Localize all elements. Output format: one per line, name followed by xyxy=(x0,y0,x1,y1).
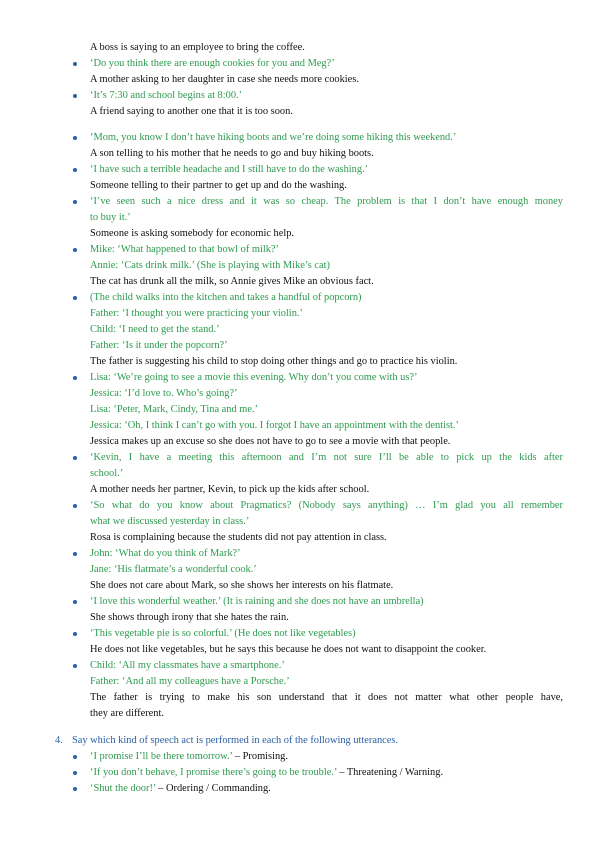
example-utterance-line: ‘I have such a terrible headache and I still have to do the washing.’ xyxy=(90,164,369,175)
answer-quote: ‘If you don’t behave, I promise there’s going to be trouble.’ xyxy=(90,767,337,778)
explanation-line: The father is suggesting his child to stop doing other things and go to practice his violin. xyxy=(90,356,458,367)
bullet-icon xyxy=(73,248,77,252)
example-utterance-line: ‘Kevin, I have a meeting this afternoon and I’m not sure I’ll be able to pick up the kids after xyxy=(90,452,563,463)
bullet-icon xyxy=(73,200,77,204)
example-utterance-line: Mike: ‘What happened to that bowl of milk?’ xyxy=(90,244,279,255)
explanation-line: The father is trying to make his son understand that it does not matter what other people have, xyxy=(90,692,563,703)
example-utterance-line: (The child walks into the kitchen and takes a handful of popcorn) xyxy=(90,292,362,303)
example-utterance-line: Father: ‘I thought you were practicing your violin.’ xyxy=(90,308,303,319)
explanation-line: A boss is saying to an employee to bring the coffee. xyxy=(90,42,305,53)
bullet-icon xyxy=(73,94,77,98)
example-utterance-line: ‘So what do you know about Pragmatics? (Nobody says anything) … I’m glad you all remember xyxy=(90,500,563,511)
answer-label: – Promising. xyxy=(232,751,288,762)
explanation-line: A son telling to his mother that he needs to go and buy hiking boots. xyxy=(90,148,374,159)
explanation-line: Someone is asking somebody for economic help. xyxy=(90,228,295,239)
example-utterance-line: what we discussed yesterday in class.’ xyxy=(90,516,250,527)
answer-item xyxy=(90,749,288,765)
explanation-line: The cat has drunk all the milk, so Annie gives Mike an obvious fact. xyxy=(90,276,374,287)
explanation-line: A mother needs her partner, Kevin, to pick up the kids after school. xyxy=(90,484,370,495)
bullet-icon xyxy=(73,168,77,172)
example-utterance-line: John: ‘What do you think of Mark?’ xyxy=(90,548,241,559)
bullet-icon xyxy=(73,552,77,556)
example-utterance-line: Lisa: ‘Peter, Mark, Cindy, Tina and me.’ xyxy=(90,404,259,415)
explanation-line: they are different. xyxy=(90,708,164,719)
example-utterance-line: to buy it.’ xyxy=(90,212,131,223)
answer-item xyxy=(90,765,443,781)
answer-label: – Ordering / Commanding. xyxy=(155,783,271,794)
example-utterance-line: ‘This vegetable pie is so colorful.’ (He does not like vegetables) xyxy=(90,628,356,639)
example-utterance-line: ‘Do you think there are enough cookies for you and Meg?’ xyxy=(90,58,335,69)
explanation-line: Rosa is complaining because the students did not pay attention in class. xyxy=(90,532,387,543)
explanation-line: She does not care about Mark, so she shows her interests on his flatmate. xyxy=(90,580,394,591)
bullet-icon xyxy=(73,787,77,791)
example-utterance-line: ‘Mom, you know I don’t have hiking boots and we’re doing some hiking this weekend.’ xyxy=(90,132,457,143)
bullet-icon xyxy=(73,136,77,140)
question-text: Say which kind of speech act is performed in each of the following utterances. xyxy=(72,735,399,746)
bullet-icon xyxy=(73,456,77,460)
answer-quote: ‘I promise I’ll be there tomorrow.’ xyxy=(90,751,233,762)
answer-item xyxy=(90,781,271,797)
question-number: 4. xyxy=(55,735,63,746)
example-utterance-line: Jessica: ‘I’d love to. Who’s going?’ xyxy=(90,388,238,399)
explanation-line: A friend saying to another one that it is too soon. xyxy=(90,106,293,117)
bullet-icon xyxy=(73,664,77,668)
answer-quote: ‘Shut the door!’ xyxy=(90,783,156,794)
bullet-icon xyxy=(73,755,77,759)
example-utterance-line: ‘It’s 7:30 and school begins at 8:00.’ xyxy=(90,90,243,101)
bullet-icon xyxy=(73,504,77,508)
example-utterance-line: Jessica: ‘Oh, I think I can’t go with you. I forgot I have an appointment with the dentist.’ xyxy=(90,420,459,431)
bullet-icon xyxy=(73,376,77,380)
explanation-line: He does not like vegetables, but he says this because he does not want to disappoint the cooker. xyxy=(90,644,487,655)
example-utterance-line: Father: ‘And all my colleagues have a Porsche.’ xyxy=(90,676,290,687)
answer-label: – Threatening / Warning. xyxy=(336,767,444,778)
explanation-line: A mother asking to her daughter in case she needs more cookies. xyxy=(90,74,359,85)
example-utterance-line: ‘I’ve seen such a nice dress and it was so cheap. The problem is that I don’t have enough money xyxy=(90,196,563,207)
example-utterance-line: ‘I love this wonderful weather.’ (It is raining and she does not have an umbrella) xyxy=(90,596,424,607)
example-utterance-line: school.’ xyxy=(90,468,124,479)
example-utterance-line: Child: ‘All my classmates have a smartphone.’ xyxy=(90,660,285,671)
example-utterance-line: Lisa: ‘We’re going to see a movie this evening. Why don’t you come with us?’ xyxy=(90,372,418,383)
bullet-icon xyxy=(73,632,77,636)
example-utterance-line: Child: ‘I need to get the stand.’ xyxy=(90,324,220,335)
explanation-line: Someone telling to their partner to get up and do the washing. xyxy=(90,180,347,191)
bullet-icon xyxy=(73,771,77,775)
example-utterance-line: Jane: ‘His flatmate’s a wonderful cook.’ xyxy=(90,564,257,575)
bullet-icon xyxy=(73,62,77,66)
explanation-line: She shows through irony that she hates the rain. xyxy=(90,612,289,623)
explanation-line: Jessica makes up an excuse so she does not have to go to see a movie with that people. xyxy=(90,436,451,447)
example-utterance-line: Annie: ‘Cats drink milk.’ (She is playing with Mike’s cat) xyxy=(90,260,330,271)
bullet-icon xyxy=(73,296,77,300)
bullet-icon xyxy=(73,600,77,604)
example-utterance-line: Father: ‘Is it under the popcorn?’ xyxy=(90,340,228,351)
